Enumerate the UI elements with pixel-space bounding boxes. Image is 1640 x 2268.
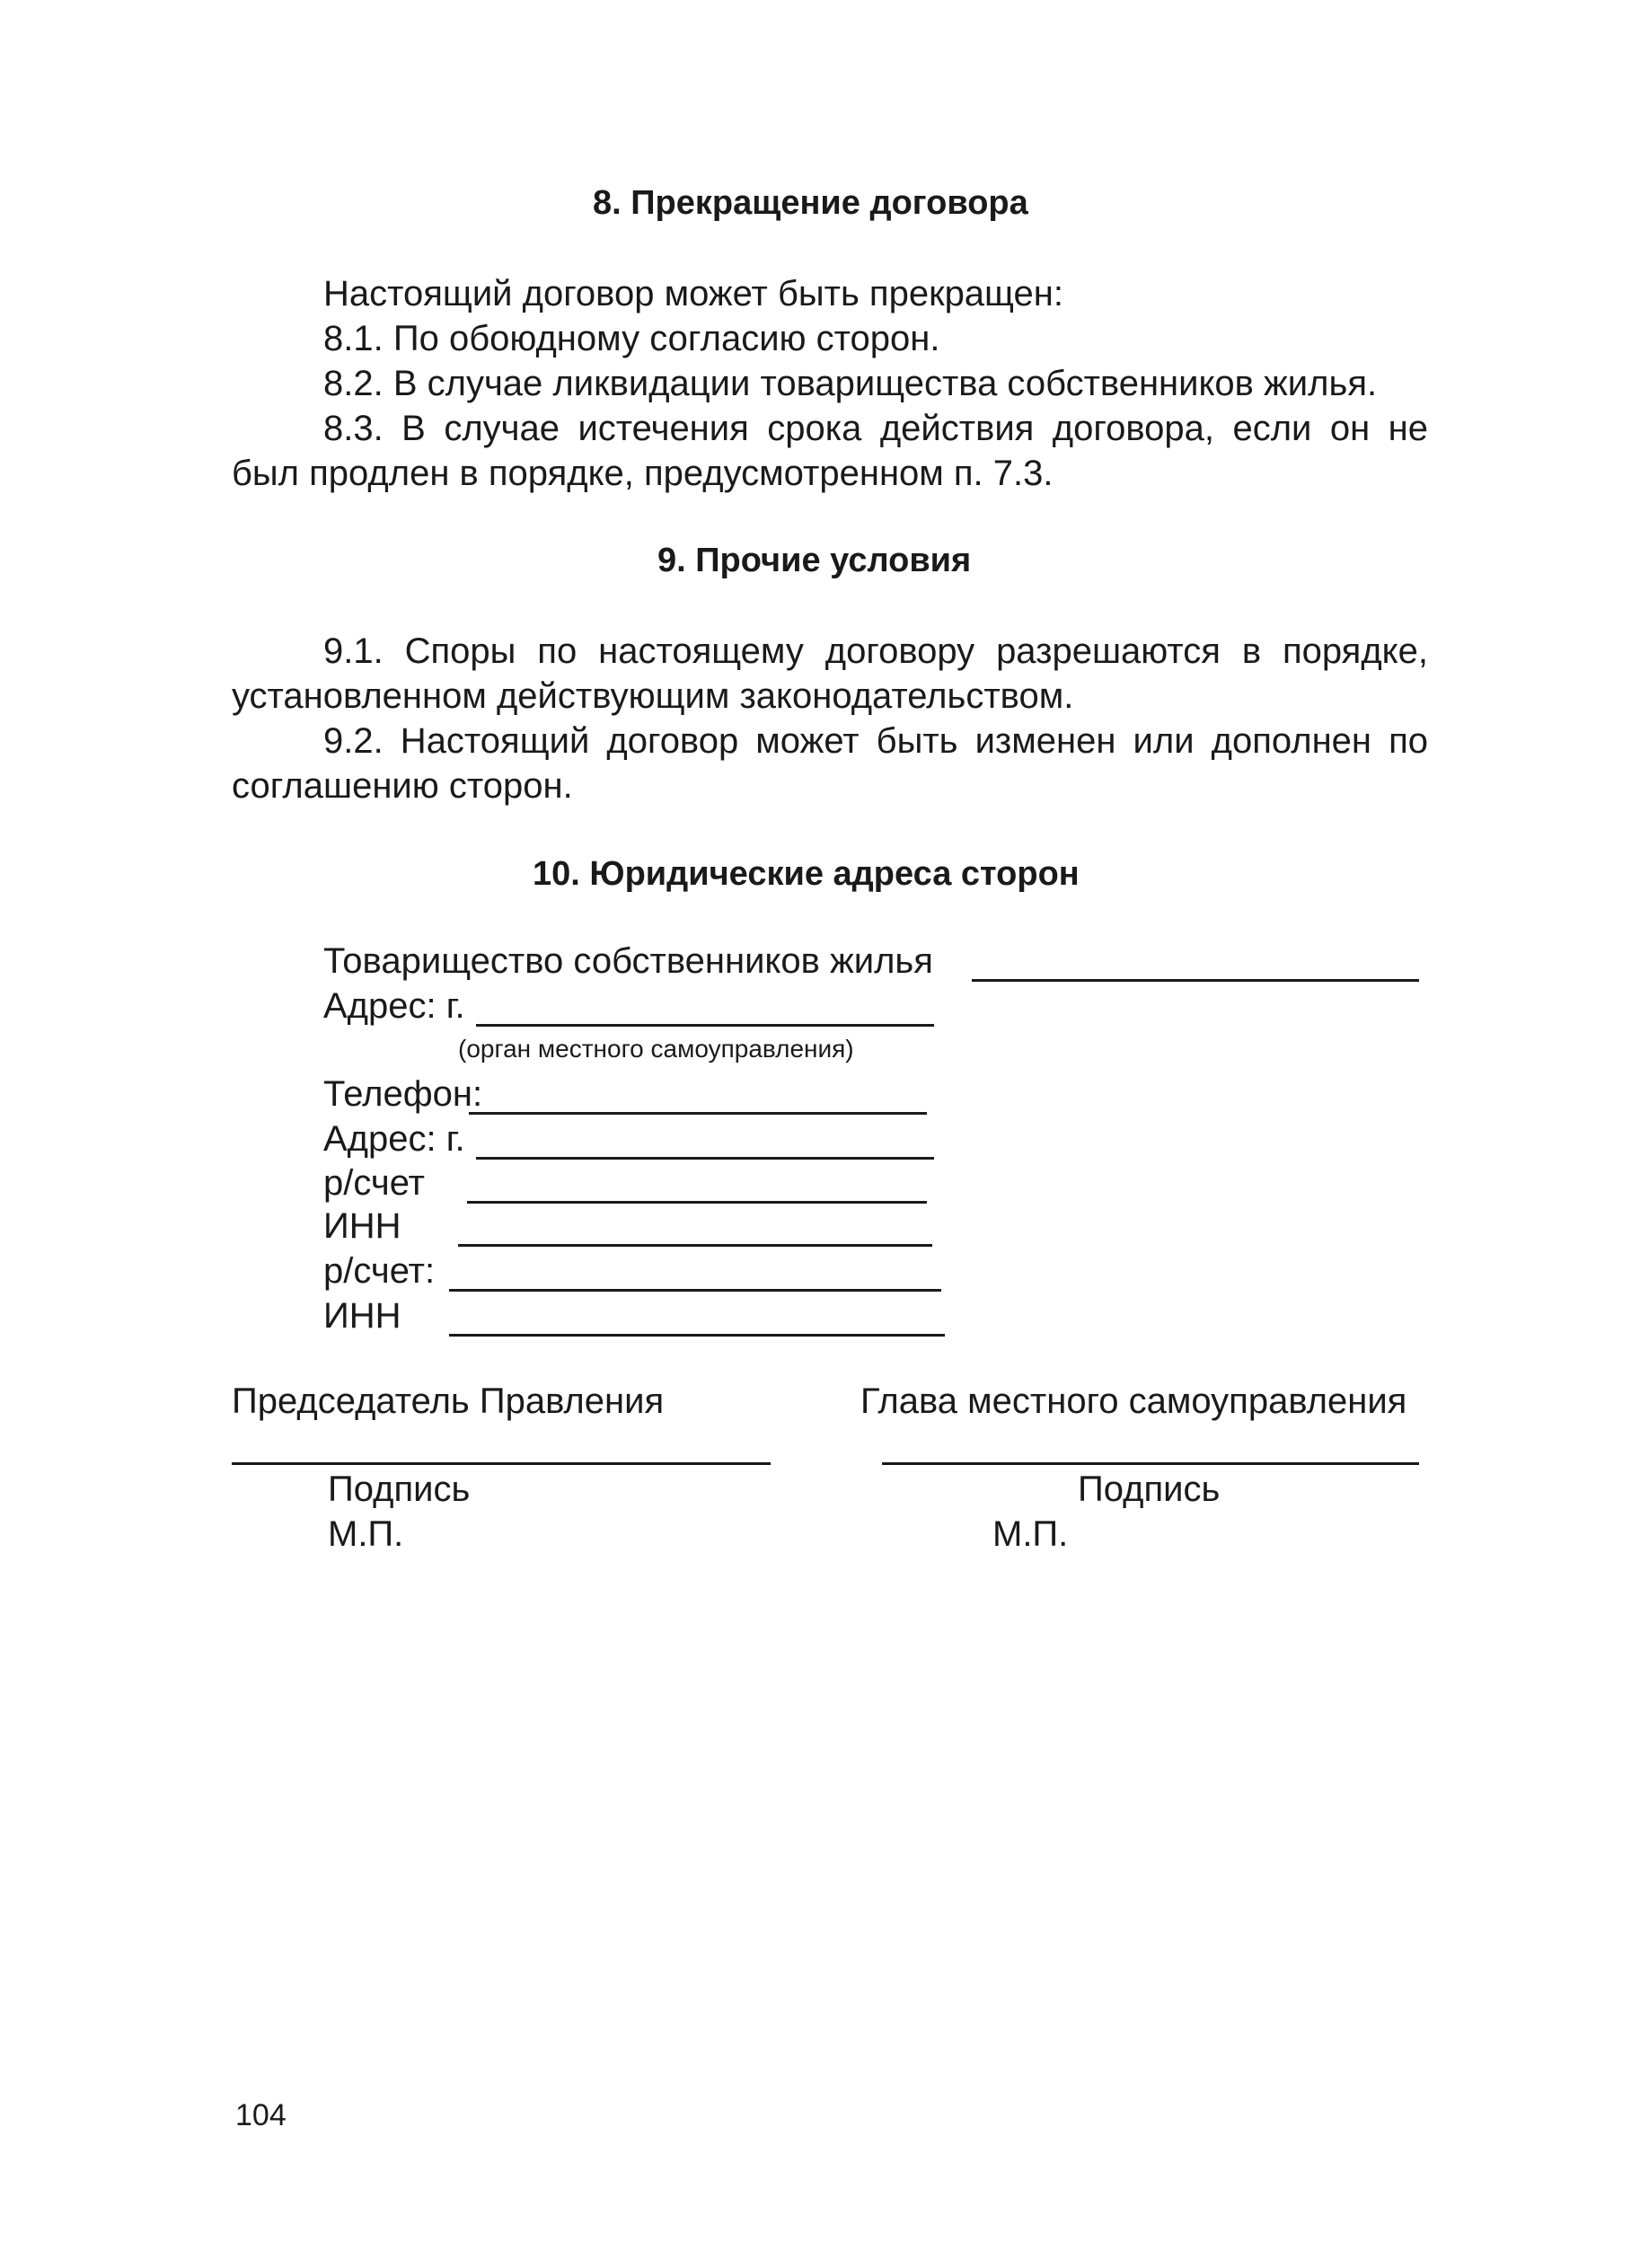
section-10-heading: 10. Юридические адреса сторон [533,855,1080,893]
section-8-item-2: 8.2. В случае ликвидации товарищества собственников жилья. [323,364,1378,403]
account-1-line [467,1201,927,1204]
inn-2-line [449,1334,945,1337]
account-2-label: р/счет: [323,1251,436,1291]
address-1-note: (орган местного самоуправления) [458,1035,854,1063]
section-8-item-3-line-1: 8.3. В случае истечения срока действия договора, если он не [323,409,1428,448]
left-seal-label: М.П. [328,1514,404,1554]
account-2-line [449,1289,941,1292]
inn-1-line [458,1244,932,1247]
section-8-intro: Настоящий договор может быть прекращен: [323,274,1063,313]
section-9-heading: 9. Прочие условия [657,542,972,579]
section-8-item-3-line-2: был продлен в порядке, предусмотренном п. 7.3. [232,454,1054,493]
address-1-line [476,1024,934,1027]
section-8-heading: 8. Прекращение договора [593,184,1028,222]
section-9-item-1-line-1: 9.1. Споры по настоящему договору разрешаются в порядке, [323,631,1428,671]
address-1-label: Адрес: г. [323,986,465,1026]
right-signature-caption: Подпись [1078,1469,1221,1509]
right-signatory-title: Глава местного самоуправления [860,1381,1407,1421]
address-2-label: Адрес: г. [323,1119,465,1159]
left-signatory-title: Председатель Правления [232,1381,665,1421]
section-8-item-1: 8.1. По обоюдному согласию сторон. [323,319,940,358]
section-9-item-1-line-2: установленном действующим законодательством. [232,676,1074,716]
inn-1-label: ИНН [323,1206,401,1246]
page-number: 104 [235,2098,287,2132]
phone-line [469,1112,927,1115]
inn-2-label: ИНН [323,1296,401,1336]
phone-label: Телефон: [323,1074,483,1114]
hoa-name-line [972,979,1419,982]
left-signature-caption: Подпись [328,1469,471,1509]
section-9-item-2-line-2: соглашению сторон. [232,766,573,806]
address-2-line [476,1157,934,1160]
right-signature-line [882,1462,1419,1465]
section-9-item-2-line-1: 9.2. Настоящий договор может быть изменен или дополнен по [323,721,1428,761]
left-signature-line [232,1462,771,1465]
hoa-label: Товарищество собственников жилья [323,941,933,981]
account-1-label: р/счет [323,1163,425,1203]
right-seal-label: М.П. [992,1514,1069,1554]
